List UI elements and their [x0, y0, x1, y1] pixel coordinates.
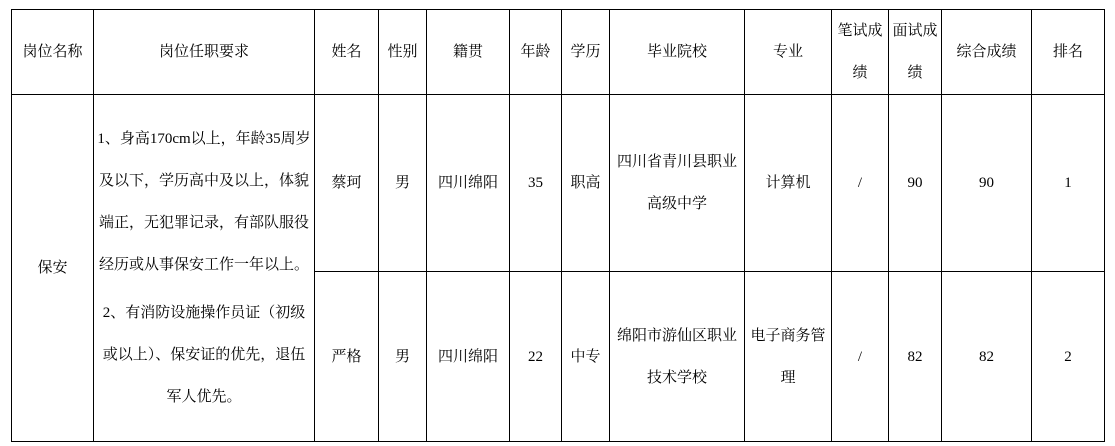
cell-written-score: / [832, 95, 889, 272]
cell-overall-score: 90 [942, 95, 1032, 272]
cell-major: 计算机 [745, 95, 832, 272]
header-rank: 排名 [1032, 10, 1105, 95]
header-gender: 性别 [379, 10, 427, 95]
header-native-place: 籍贯 [427, 10, 510, 95]
header-requirements: 岗位任职要求 [94, 10, 315, 95]
cell-overall-score: 82 [942, 272, 1032, 442]
header-education: 学历 [562, 10, 610, 95]
header-school: 毕业院校 [610, 10, 745, 95]
cell-requirements [94, 95, 315, 442]
cell-written-score: / [832, 272, 889, 442]
requirement-item-2: 2、有消防设施操作员证（初级或以上）、保安证的优先，退伍军人优先。 [102, 305, 306, 405]
cell-education: 职高 [562, 95, 610, 272]
cell-native-place: 四川绵阳 [427, 95, 510, 272]
cell-interview-score: 82 [889, 272, 942, 442]
header-interview-score: 面试成绩 [889, 10, 942, 95]
header-written-score: 笔试成绩 [832, 10, 889, 95]
cell-rank: 1 [1032, 95, 1105, 272]
cell-school: 四川省青川县职业高级中学 [610, 95, 745, 272]
cell-post-name: 保安 [12, 95, 94, 442]
header-overall-score: 综合成绩 [942, 10, 1032, 95]
table-row [12, 95, 1105, 272]
requirement-item-1: 1、身高170cm以上，年龄35周岁及以下，学历高中及以上，体貌端正，无犯罪记录，有部队服役经历或从事保安工作一年以上。 [97, 131, 311, 273]
cell-name: 严格 [315, 272, 379, 442]
header-age: 年龄 [510, 10, 562, 95]
cell-school: 绵阳市游仙区职业技术学校 [610, 272, 745, 442]
cell-gender: 男 [379, 272, 427, 442]
cell-rank: 2 [1032, 272, 1105, 442]
cell-gender: 男 [379, 95, 427, 272]
cell-name: 蔡珂 [315, 95, 379, 272]
header-post-name: 岗位名称 [12, 10, 94, 95]
cell-native-place: 四川绵阳 [427, 272, 510, 442]
header-name: 姓名 [315, 10, 379, 95]
table-header-row [12, 10, 1105, 95]
cell-age: 35 [510, 95, 562, 272]
cell-interview-score: 90 [889, 95, 942, 272]
recruitment-results-table [11, 9, 1105, 442]
cell-major: 电子商务管理 [745, 272, 832, 442]
cell-age: 22 [510, 272, 562, 442]
header-major: 专业 [745, 10, 832, 95]
cell-education: 中专 [562, 272, 610, 442]
